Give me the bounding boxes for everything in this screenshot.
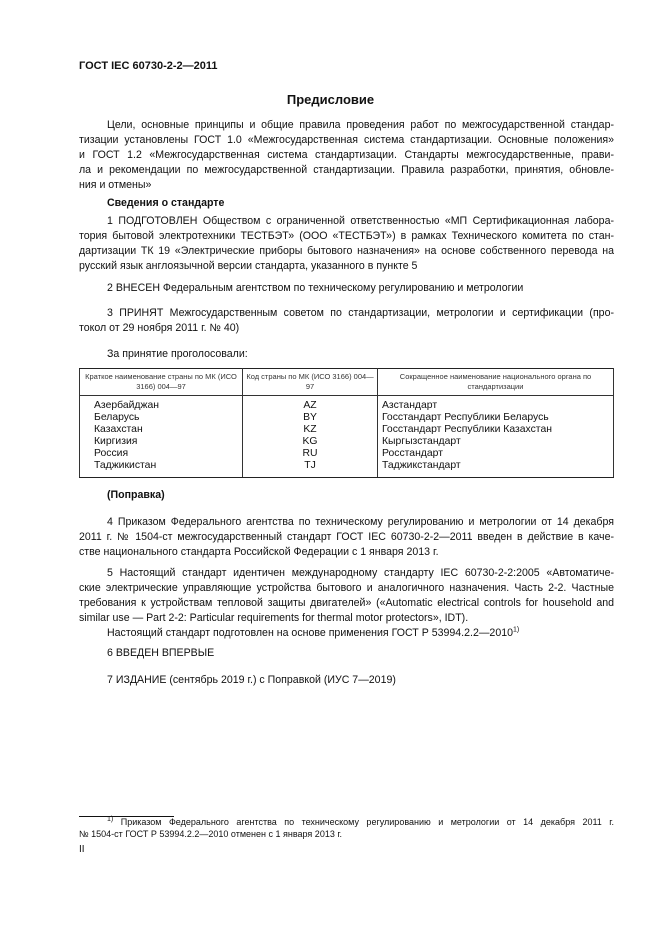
footnote-text: Приказом Федерального агентства по техническому регулированию и метрологии от 14 декабря 2011 г. xyxy=(120,817,614,827)
table-cell-code: AZ xyxy=(243,396,378,413)
voting-table xyxy=(79,368,614,478)
table-row xyxy=(80,448,614,460)
table-cell-country: Россия xyxy=(80,448,243,460)
footnote-mark: 1) xyxy=(107,816,114,823)
table-cell-country: Беларусь xyxy=(80,412,243,424)
intro-line: и ГОСТ 1.2 «Межгосударственная система стандартизации. Стандарты межгосударственные, прави- xyxy=(79,149,614,161)
item-5-note-text: Настоящий стандарт подготовлен на основе применения ГОСТ Р 53994.2.2—2010 xyxy=(107,627,514,639)
table-cell-body: Кыргызстандарт xyxy=(378,436,614,448)
table-row xyxy=(80,436,614,448)
intro-line: ния и отмены» xyxy=(79,179,152,191)
item-5-line: similar use — Part 2-2: Particular requirements for thermal motor protectors», IDT). xyxy=(79,612,469,624)
table-cell-code: BY xyxy=(243,412,378,424)
table-cell-body: Таджикстандарт xyxy=(378,460,614,478)
table-cell-country: Азербайджан xyxy=(80,396,243,413)
table-row xyxy=(80,424,614,436)
amendment-label: (Поправка) xyxy=(107,489,165,501)
table-row xyxy=(80,396,614,413)
intro-paragraph xyxy=(79,118,614,193)
item-7-paragraph: 7 ИЗДАНИЕ (сентябрь 2019 г.) с Поправкой (ИУС 7—2019) xyxy=(107,674,396,686)
intro-line: ла и рекомендации по межгосударственной стандартизации. Правила разработки, принятия, обновле- xyxy=(79,164,614,176)
table-cell-country: Киргизия xyxy=(80,436,243,448)
item-5-paragraph xyxy=(79,566,614,641)
item-6-paragraph: 6 ВВЕДЕН ВПЕРВЫЕ xyxy=(107,647,215,659)
item-4-paragraph xyxy=(79,515,614,560)
section-heading: Сведения о стандарте xyxy=(107,197,225,209)
table-row xyxy=(80,412,614,424)
table-header-row xyxy=(80,369,614,396)
footnote-line: № 1504-ст ГОСТ Р 53994.2.2—2010 отменен с 1 января 2013 г. xyxy=(79,829,343,839)
table-cell-code: RU xyxy=(243,448,378,460)
page-number: II xyxy=(79,844,85,855)
item-3-line: 3 ПРИНЯТ Межгосударственным советом по стандартизации, метрологии и сертификации (про- xyxy=(107,307,614,319)
table-row xyxy=(80,460,614,478)
intro-line: тизации установлены ГОСТ 1.0 «Межгосударственная система стандартизации. Основные положения» xyxy=(79,134,614,146)
item-3-line: токол от 29 ноября 2011 г. № 40) xyxy=(79,322,240,334)
table-header-body: Сокращенное наименование национального органа по стандартизации xyxy=(378,369,614,396)
item-1-line: русский язык англоязычной версии стандарта, указанного в пункте 5 xyxy=(79,260,418,272)
item-3-paragraph xyxy=(79,306,614,336)
footnote xyxy=(79,816,614,840)
item-5-line: требования к устройствам тепловой защиты двигателей» («Automatic electrical controls for household and xyxy=(79,597,614,609)
table-cell-body: Росстандарт xyxy=(378,448,614,460)
table-cell-code: KG xyxy=(243,436,378,448)
item-4-line: 2011 г. № 1504-ст межгосударственный стандарт ГОСТ IEC 60730-2-2—2011 введен в действие в каче- xyxy=(79,531,614,543)
table-cell-code: TJ xyxy=(243,460,378,478)
item-1-line: дартизации ТК 19 «Электрические приборы бытового назначения» на основе собственного перевода на xyxy=(79,245,614,257)
footnote-reference[interactable]: 1) xyxy=(513,626,520,634)
item-4-line: стве национального стандарта Российской Федерации с 1 января 2013 г. xyxy=(79,546,439,558)
intro-line: Цели, основные принципы и общие правила проведения работ по межгосударственной стандар- xyxy=(107,119,614,131)
table-cell-body: Госстандарт Республики Беларусь xyxy=(378,412,614,424)
table-cell-body: Госстандарт Республики Казахстан xyxy=(378,424,614,436)
item-1-paragraph xyxy=(79,214,614,274)
page-title: Предисловие xyxy=(286,92,375,107)
table-header-code: Код страны по МК (ИСО 3166) 004—97 xyxy=(243,369,378,396)
table-cell-country: Казахстан xyxy=(80,424,243,436)
item-1-line: тория бытовой электротехники ТЕСТБЭТ» (ООО «ТЕСТБЭТ») в рамках Технического комитета по стан- xyxy=(79,230,614,242)
item-4-line: 4 Приказом Федерального агентства по техническому регулированию и метрологии от 14 декабря xyxy=(107,516,614,528)
table-cell-country: Таджикистан xyxy=(80,460,243,478)
table-header-country: Краткое наименование страны по МК (ИСО 3166) 004—97 xyxy=(80,369,243,396)
item-1-line: 1 ПОДГОТОВЛЕН Обществом с ограниченной ответственностью «МП Сертификационная лабора- xyxy=(107,215,614,227)
table-cell-body: Азстандарт xyxy=(378,396,614,413)
item-2-paragraph: 2 ВНЕСЕН Федеральным агентством по техническому регулированию и метрологии xyxy=(107,282,524,294)
footnote-line xyxy=(79,816,614,828)
item-5-line: 5 Настоящий стандарт идентичен международному стандарту IEC 60730-2-2:2005 «Автоматиче- xyxy=(107,567,614,579)
item-5-note xyxy=(79,626,614,641)
voted-label: За принятие проголосовали: xyxy=(107,348,248,360)
table-cell-code: KZ xyxy=(243,424,378,436)
item-5-line: ские электрические управляющие устройства бытового и аналогичного назначения. Часть 2-2. Частные xyxy=(79,582,614,594)
document-code-header: ГОСТ IEC 60730-2-2—2011 xyxy=(79,60,218,72)
